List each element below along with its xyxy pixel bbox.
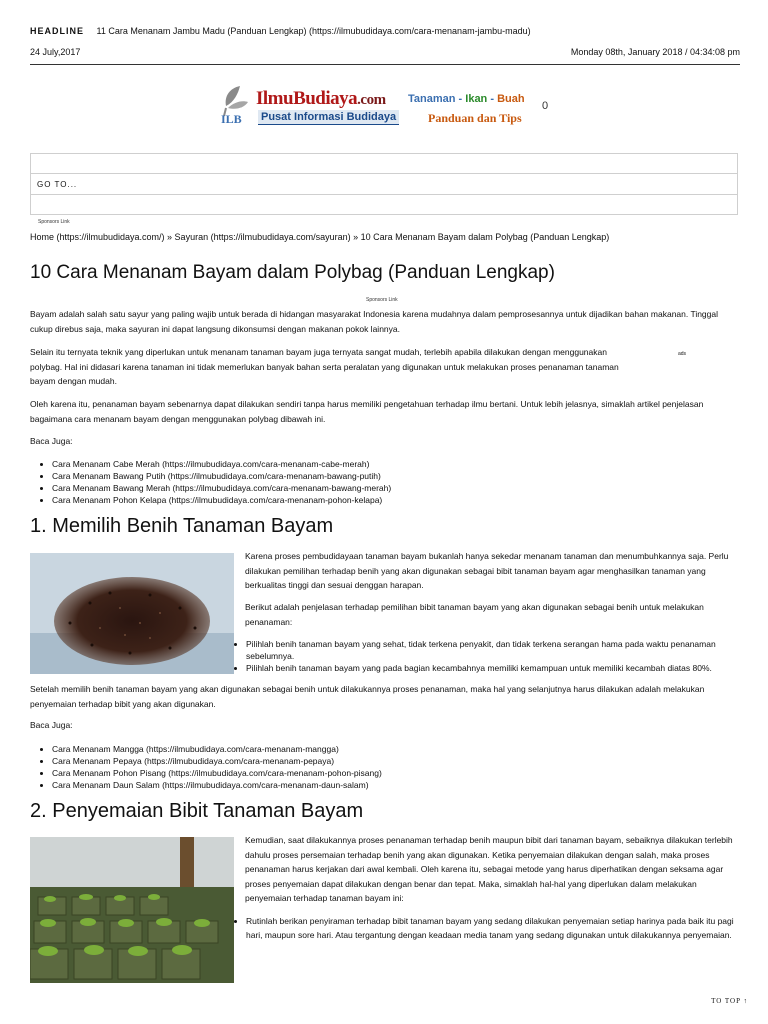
headline-bar [30,26,740,40]
section1-bullets [234,638,740,674]
breadcrumb[interactable]: Home (https://ilmubudidaya.com/) » Sayuran (https://ilmubudidaya.com/sayuran) » 10 Cara Menanam Bayam dalam Polybag (Panduan Lengkap) [30,232,610,242]
section1-paragraph-2: Berikut adalah penjelasan terhadap pemilihan bibit tanaman bayam yang akan digunakan sebagai benih untuk melakukan penanaman: [245,602,704,627]
date-left: 24 July,2017 [30,47,81,57]
sponsor-label-article: Sponsors Link [366,297,398,303]
section1-paragraph-3: Setelah memilih benih tanaman bayam yang akan digunakan sebagai benih untuk dilakukannya proses penanaman, maka hal yang selanjutnya harus dilakukan adalah melakukan penyemaian terhadap bibit yang akan digunakan. [30,684,705,709]
paragraph-technique: Selain itu ternyata teknik yang diperlukan untuk menanam tanaman bayam juga ternyata sangat mudah, terlebih apabila dilakukan dengan menggunakan polybag. Hal ini didasari karena tanaman ini tidak memerlukan banyak bahan serta peralatan yang digunakan untuk melakukan proses penanaman tanaman bayam dengan mudah. [30,347,619,386]
list-item: • Pilihlah benih tanaman bayam yang pada bagian kecambahnya memiliki kemampuan untuk memiliki kecambah diatas 80%. [246,662,740,674]
read-also-label: Baca Juga: [30,436,73,446]
read-also-label-2: Baca Juga: [30,720,73,730]
list-item[interactable]: • Cara Menanam Daun Salam (https://ilmubudidaya.com/cara-menanam-daun-salam) [52,779,560,791]
section2-bullets [234,914,740,942]
list-item: • Rutinlah berikan penyiraman terhadap bibit tanaman bayam yang sedang dilakukan penyemaian setiap harinya pada baik itu pagi hari, maupun sore hari. Atau tergantung dengan keadaan media tanam yang sedang digunakan untuk dilakukannya penyemaian. [246,914,740,942]
logo-ilb: ILB [221,112,242,126]
paragraph-conclusion: Oleh karena itu, penanaman bayam sebenarnya dapat dilakukan sendiri tanpa harus memiliki pengetahuan terhadap ilmu bertani. Untuk lebih jelasnya, simaklah artikel penjelasan bagaimana cara menanam bayam dengan menggunakan polybag dibawah ini. [30,399,704,424]
logo-tagline: Tanaman - Ikan - Buah [408,93,525,105]
list-item[interactable]: • Cara Menanam Mangga (https://ilmubudidaya.com/cara-menanam-mangga) [52,743,560,755]
goto-menu[interactable]: GO TO... [31,174,737,195]
sponsor-label: Sponsors Link [38,219,70,225]
ads-label: ads [678,351,687,357]
header-divider [30,64,740,65]
paragraph-intro: Bayam adalah salah satu sayur yang paling wajib untuk berada di hidangan masyarakat Indonesia karena mudahnya dalam pemprosesannya untuk dijadikan bahan makanan. Tinggal cukup direbus saja, maka sayuran ini dapat langsung dikonsumsi dengan makanan pokok lainnya. [30,309,719,334]
nav-row-empty [31,154,737,174]
headline-label: HEADLINE [30,26,85,36]
section-heading-2: 2. Penyemaian Bibit Tanaman Bayam [30,800,364,822]
logo-tag: Pusat Informasi Budidaya [258,110,399,125]
logo-guide: Panduan dan Tips [428,111,522,125]
seedling-icon [30,837,234,983]
date-bar [30,47,740,57]
navigation-box [30,153,738,215]
list-item[interactable]: • Cara Menanam Bawang Merah (https://ilmubudidaya.com/cara-menanam-bawang-merah) [52,482,560,494]
logo-counter: 0 [542,100,549,112]
date-right: Monday 08th, January 2018 / 04:34:08 pm [570,47,740,57]
list-item[interactable]: • Cara Menanam Pepaya (https://ilmubudidaya.com/cara-menanam-pepaya) [52,755,560,767]
seed-pile-icon [30,553,234,674]
list-item: • Pilihlah benih tanaman bayam yang sehat, tidak terkena penyakit, dan tidak terkena serangan hama pada waktu penanaman sebelumnya. [246,638,740,662]
site-logo[interactable] [220,82,560,130]
related-list-1 [40,458,560,506]
seedling-tray-image [30,837,234,983]
section-heading-1: 1. Memilih Benih Tanaman Bayam [30,515,334,537]
section1-paragraph-1: Karena proses pembudidayaan tanaman bayam bukanlah hanya sekedar menanam tanaman dan menumbuhkannya saja. Perlu dilakukan pemilihan terhadap benih yang akan digunakan sebagai bibit tanaman bayam agar menghasilkan tanaman yang berkualitas tinggi dan sesuai denggan harapan. [245,551,729,590]
logo-brand: IlmuBudiaya.com [256,88,386,109]
page-title: 10 Cara Menanam Bayam dalam Polybag (Panduan Lengkap) [30,262,555,283]
to-top-link[interactable]: TO TOP ↑ [711,997,748,1005]
related-list-2 [40,743,560,791]
bayam-seeds-image [30,553,234,674]
headline-link[interactable]: 11 Cara Menanam Jambu Madu (Panduan Lengkap) (https://ilmubudidaya.com/cara-menanam-jambu-madu) [96,26,531,36]
list-item[interactable]: • Cara Menanam Pohon Kelapa (https://ilmubudidaya.com/cara-menanam-pohon-kelapa) [52,494,560,506]
list-item[interactable]: • Cara Menanam Pohon Pisang (https://ilmubudidaya.com/cara-menanam-pohon-pisang) [52,767,560,779]
list-item[interactable]: • Cara Menanam Cabe Merah (https://ilmubudidaya.com/cara-menanam-cabe-merah) [52,458,560,470]
list-item[interactable]: • Cara Menanam Bawang Putih (https://ilmubudidaya.com/cara-menanam-bawang-putih) [52,470,560,482]
section2-paragraph-1: Kemudian, saat dilakukannya proses penanaman terhadap benih maupun bibit dari tanaman bayam, sebaiknya dilakukan terlebih dahulu proses persemaian terhadap benih yang akan digunakan. Ketika penyemaian dilakukan dengan salah, maka proses penanaman harus kerjakan dari awal kembali. Oleh karena itu, sebagai metode yang harus diperhatikan dengan seksama agar proses penyemaian dapat dilakukan dengan benar dan tepat. Maka, simaklah hal-hal yang diperlukan dalam melakukan penyemaian terhadap tanaman bayam ini: [245,835,733,903]
